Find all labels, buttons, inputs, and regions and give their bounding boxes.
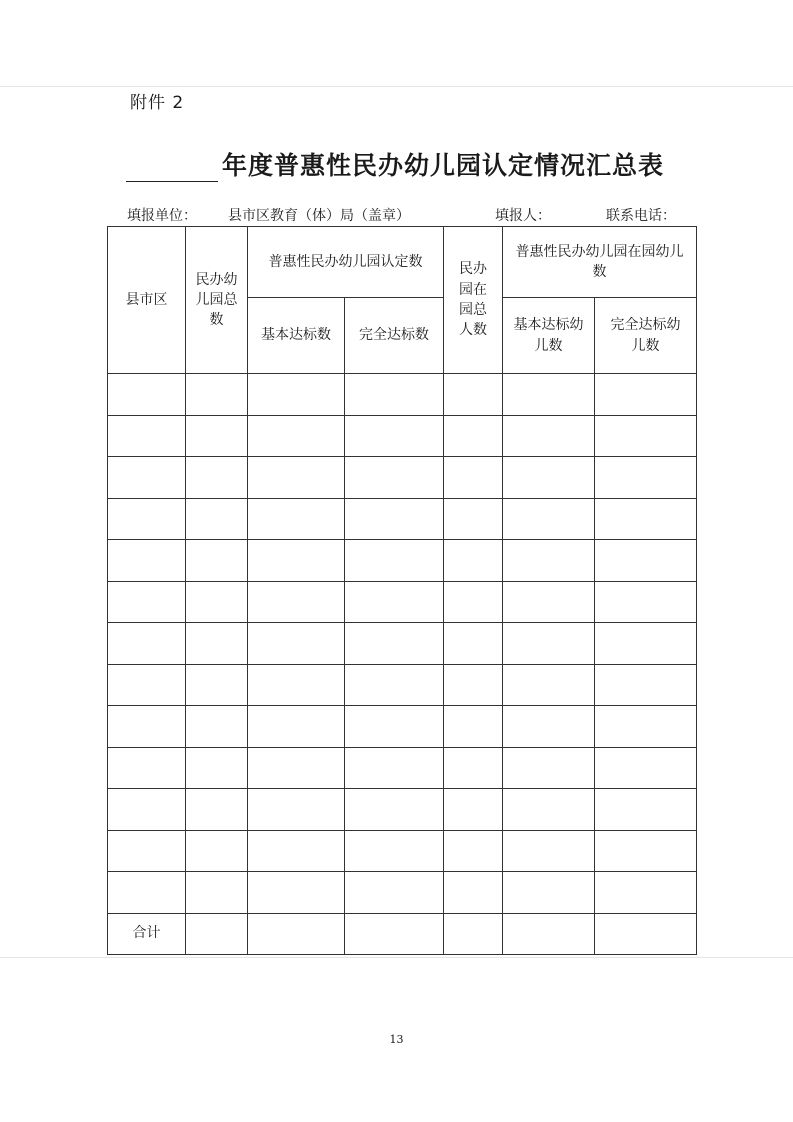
table-cell[interactable] [444,498,503,540]
table-cell[interactable] [186,581,248,623]
table-row [108,747,697,789]
table-cell[interactable] [444,581,503,623]
table-cell[interactable] [444,830,503,872]
table-cell[interactable] [595,913,697,954]
table-cell[interactable] [108,415,186,457]
table-cell[interactable] [595,374,697,416]
table-cell[interactable] [444,623,503,665]
table-cell[interactable] [108,664,186,706]
page-number: 13 [389,1033,404,1046]
table-cell[interactable] [444,789,503,831]
table-cell[interactable] [595,415,697,457]
table-cell[interactable] [595,664,697,706]
table-cell[interactable] [186,747,248,789]
table-cell[interactable] [248,374,345,416]
table-cell[interactable] [503,872,595,914]
header-total-private [186,227,248,374]
table-cell[interactable] [345,872,444,914]
header-children-full-text: 完全达标幼儿数 [610,317,681,354]
table-row [108,706,697,748]
table-cell[interactable] [248,415,345,457]
table-cell[interactable] [503,415,595,457]
table-cell[interactable] [248,747,345,789]
filler-label: 填报人： [495,208,551,224]
table-cell[interactable] [108,498,186,540]
attachment-label: 附件 2 [130,93,185,113]
header-children-basic [503,298,595,374]
table-cell[interactable] [248,664,345,706]
header-county: 县市区 [108,227,186,374]
table-cell[interactable] [248,498,345,540]
table-cell[interactable] [248,623,345,665]
table-cell[interactable] [503,664,595,706]
table-cell[interactable] [503,623,595,665]
header-children-group-text: 普惠性民办幼儿园在园幼儿数 [515,243,684,280]
table-cell[interactable] [503,457,595,499]
table-cell[interactable] [186,872,248,914]
table-row [108,415,697,457]
table-cell[interactable] [186,498,248,540]
header-total-children [444,227,503,374]
table-cell[interactable] [108,540,186,582]
table-cell[interactable] [503,706,595,748]
table-cell[interactable] [345,457,444,499]
table-cell[interactable] [595,623,697,665]
scan-edge-bottom [0,957,793,958]
table-cell[interactable] [444,706,503,748]
table-cell[interactable] [444,374,503,416]
table-cell[interactable] [595,830,697,872]
table-row [108,581,697,623]
table-cell[interactable] [595,747,697,789]
table-cell[interactable] [345,830,444,872]
table-cell[interactable] [345,374,444,416]
table-cell[interactable] [595,706,697,748]
table-cell[interactable] [186,830,248,872]
table-cell[interactable] [503,581,595,623]
table-cell[interactable] [186,540,248,582]
title-text: 年度普惠性民办幼儿园认定情况汇总表 [222,151,665,180]
table-cell[interactable] [345,789,444,831]
table-cell[interactable] [108,747,186,789]
table-cell[interactable] [248,457,345,499]
table-cell[interactable] [108,706,186,748]
table-cell[interactable] [186,457,248,499]
table-cell[interactable] [345,498,444,540]
table-cell[interactable] [503,540,595,582]
table-cell[interactable] [186,789,248,831]
header-certified-basic: 基本达标数 [248,298,345,374]
table-cell[interactable] [248,706,345,748]
table-cell[interactable] [248,830,345,872]
table-cell[interactable] [108,872,186,914]
table-cell[interactable] [595,457,697,499]
table-cell[interactable] [503,789,595,831]
header-children-group [503,227,697,298]
header-children-full [595,298,697,374]
table-cell[interactable] [595,540,697,582]
bureau-label: 县市区教育（体）局（盖章） [228,208,410,224]
table-row [108,457,697,499]
table-cell[interactable] [108,623,186,665]
total-row [108,913,697,954]
table-cell[interactable] [345,623,444,665]
table-row [108,789,697,831]
header-certified-group: 普惠性民办幼儿园认定数 [248,227,444,298]
table-row [108,664,697,706]
header-certified-full: 完全达标数 [345,298,444,374]
table-cell[interactable] [345,581,444,623]
table-cell[interactable] [444,747,503,789]
table-cell[interactable] [186,374,248,416]
table-cell[interactable] [108,457,186,499]
table-cell[interactable] [444,872,503,914]
table-row [108,498,697,540]
table-cell[interactable] [444,664,503,706]
table-cell[interactable] [345,706,444,748]
header-total-private-text: 民办幼儿园总数 [195,271,238,329]
table-cell[interactable] [595,498,697,540]
table-cell[interactable] [186,664,248,706]
table-cell[interactable] [108,830,186,872]
header-children-basic-text: 基本达标幼儿数 [513,317,584,354]
table-cell[interactable] [248,581,345,623]
table-cell[interactable] [186,913,248,954]
table-cell[interactable] [503,498,595,540]
fill-in-row [127,205,697,225]
table-cell[interactable] [503,747,595,789]
scan-edge-top [0,86,793,87]
table-cell[interactable] [186,415,248,457]
table-cell[interactable] [503,830,595,872]
table-cell[interactable] [345,415,444,457]
summary-table [107,226,697,955]
table-cell[interactable] [248,540,345,582]
table-cell[interactable] [108,581,186,623]
unit-label: 填报单位： [127,208,197,224]
table-cell[interactable] [595,872,697,914]
table-cell[interactable] [108,789,186,831]
table-row [108,830,697,872]
table-cell[interactable] [186,706,248,748]
table-cell[interactable] [444,457,503,499]
table-cell[interactable] [444,415,503,457]
table-cell[interactable] [595,789,697,831]
table-cell[interactable] [108,374,186,416]
table-cell[interactable] [595,581,697,623]
table-cell[interactable] [248,913,345,954]
table-row [108,374,697,416]
table-cell[interactable] [248,789,345,831]
page-title [126,146,664,182]
table-body [108,374,697,955]
phone-label: 联系电话： [606,208,676,224]
header-total-children-text: 民办园在园总人数 [459,261,487,339]
table-cell[interactable] [248,872,345,914]
table-cell[interactable] [186,623,248,665]
table-row [108,623,697,665]
table-cell[interactable] [345,540,444,582]
table-cell[interactable] [345,664,444,706]
table-cell[interactable] [444,540,503,582]
year-blank-line [126,151,218,182]
table-cell[interactable] [503,374,595,416]
total-label: 合计 [108,913,186,954]
table-cell[interactable] [345,747,444,789]
table-cell[interactable] [444,913,503,954]
table-cell[interactable] [345,913,444,954]
table-cell[interactable] [503,913,595,954]
table-row [108,540,697,582]
table-row [108,872,697,914]
